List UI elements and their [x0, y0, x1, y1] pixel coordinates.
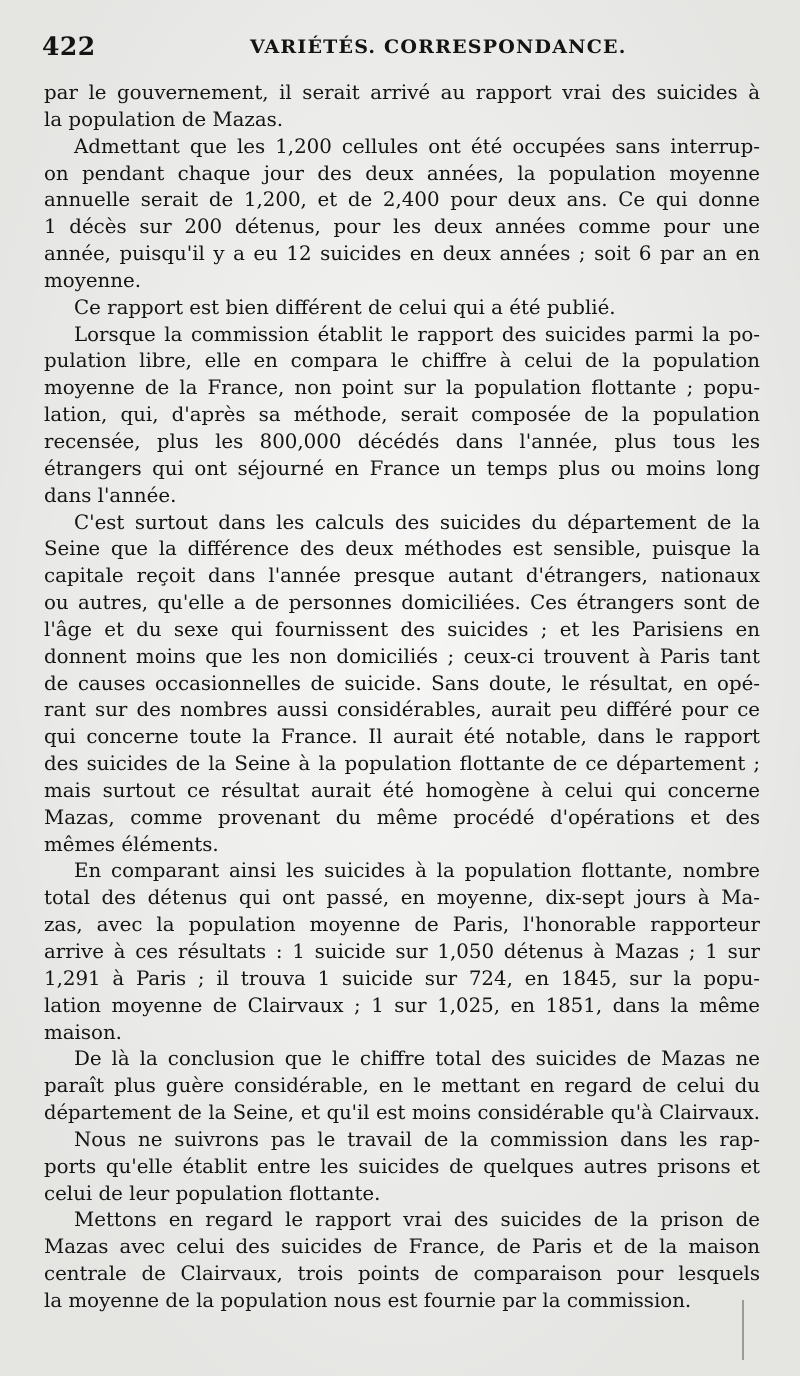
text-line: maison.	[44, 1020, 122, 1044]
text-line: paraît plus guère considérable, en le mettant en regard de celui du	[44, 1074, 760, 1098]
running-head: VARIÉTÉS. CORRESPONDANCE.	[250, 36, 627, 58]
page-edge-mark	[742, 1300, 744, 1360]
text-line: l'âge et du sexe qui fournissent des suicides ; et les Parisiens en	[44, 617, 760, 641]
text-line: étrangers qui ont séjourné en France un temps plus ou moins long	[44, 456, 760, 480]
text-line: qui concerne toute la France. Il aurait été notable, dans le rapport	[44, 725, 760, 749]
text-line: année, puisqu'il y a eu 12 suicides en deux années ; soit 6 par an en	[44, 242, 760, 266]
text-line: par le gouvernement, il serait arrivé au rapport vrai des suicides à	[44, 81, 760, 104]
text-line: Seine que la différence des deux méthodes est sensible, puisque la	[44, 537, 760, 561]
text-line: De là la conclusion que le chiffre total des suicides de Mazas ne	[74, 1047, 760, 1071]
text-line: recensée, plus les 800,000 décédés dans l'année, plus tous les	[44, 429, 760, 453]
page-number: 422	[42, 32, 96, 61]
text-line: ports qu'elle établit entre les suicides de quelques autres prisons et	[44, 1154, 760, 1178]
body-text	[44, 80, 760, 1315]
text-line: zas, avec la population moyenne de Paris, l'honorable rapporteur	[44, 913, 760, 937]
text-line: Mettons en regard le rapport vrai des suicides de la prison de	[74, 1208, 760, 1232]
text-line: la population de Mazas.	[44, 107, 284, 131]
text-line: donnent moins que les non domiciliés ; ceux-ci trouvent à Paris tant	[44, 644, 760, 668]
text-line: Ce rapport est bien différent de celui qui a été publié.	[74, 295, 616, 319]
text-line: En comparant ainsi les suicides à la population flottante, nombre	[74, 859, 760, 883]
text-line: ou autres, qu'elle a de personnes domiciliées. Ces étrangers sont de	[44, 591, 760, 615]
text-line: total des détenus qui ont passé, en moyenne, dix-sept jours à Ma-	[44, 886, 760, 910]
text-line: mêmes éléments.	[44, 832, 219, 856]
text-line: de causes occasionnelles de suicide. Sans doute, le résultat, en opé-	[44, 671, 760, 695]
text-line: moyenne de la France, non point sur la population flottante ; popu-	[44, 376, 760, 400]
text-line: moyenne.	[44, 268, 142, 292]
text-line: Mazas, comme provenant du même procédé d'opérations et des	[44, 805, 760, 829]
page-header	[42, 30, 758, 64]
text-line: des suicides de la Seine à la population flottante de ce département ;	[44, 752, 760, 776]
text-line: arrive à ces résultats : 1 suicide sur 1,050 détenus à Mazas ; 1 sur	[44, 940, 760, 963]
text-line: lation, qui, d'après sa méthode, serait composée de la population	[44, 403, 760, 427]
text-line: pulation libre, elle en compara le chiffre à celui de la population	[44, 349, 760, 373]
text-line: 1,291 à Paris ; il trouva 1 suicide sur 724, en 1845, sur la popu-	[44, 966, 760, 990]
text-line: Admettant que les 1,200 cellules ont été occupées sans interrup-	[74, 134, 760, 158]
text-line: la moyenne de la population nous est fournie par la commission.	[44, 1288, 692, 1312]
text-line: rant sur des nombres aussi considérables, aurait peu différé pour ce	[44, 698, 760, 722]
text-line: Lorsque la commission établit le rapport des suicides parmi la po-	[74, 322, 760, 346]
text-line: centrale de Clairvaux, trois points de comparaison pour lesquels	[44, 1262, 760, 1286]
text-line: capitale reçoit dans l'année presque autant d'étrangers, nationaux	[44, 564, 760, 588]
text-line: lation moyenne de Clairvaux ; 1 sur 1,025, en 1851, dans la même	[44, 993, 760, 1017]
text-line: Nous ne suivrons pas le travail de la commission dans les rap-	[74, 1127, 760, 1151]
text-line: celui de leur population flottante.	[44, 1181, 381, 1205]
text-line: département de la Seine, et qu'il est moins considérable qu'à Clairvaux.	[44, 1101, 760, 1125]
text-line: C'est surtout dans les calculs des suicides du département de la	[74, 510, 760, 534]
text-line: on pendant chaque jour des deux années, la population moyenne	[44, 161, 760, 185]
text-line: annuelle serait de 1,200, et de 2,400 pour deux ans. Ce qui donne	[44, 188, 760, 212]
text-line: mais surtout ce résultat aurait été homogène à celui qui concerne	[44, 778, 760, 802]
text-line: Mazas avec celui des suicides de France, de Paris et de la maison	[44, 1235, 760, 1259]
text-line: 1 décès sur 200 détenus, pour les deux années comme pour une	[44, 215, 760, 239]
text-line: dans l'année.	[44, 483, 177, 507]
